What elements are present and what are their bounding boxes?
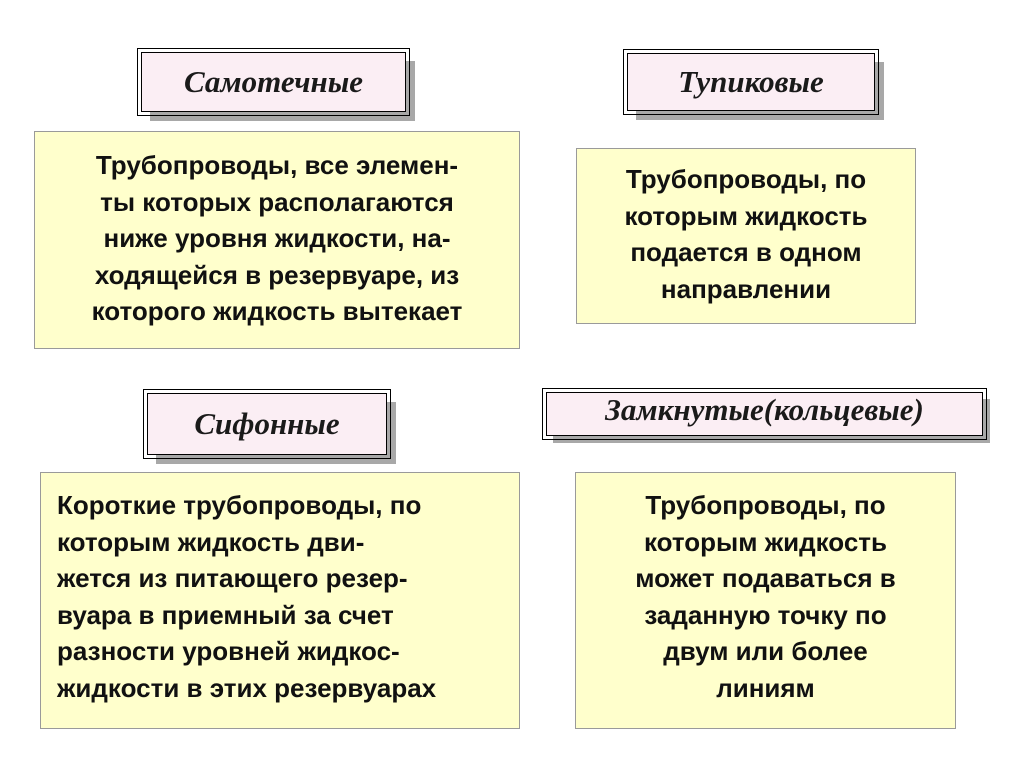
siphon-description-box [40, 472, 520, 729]
siphon-description-line: жется из питающего резер- [57, 563, 408, 593]
closed-description-line: Трубопроводы, по [645, 490, 886, 520]
dead-end-description-line: Трубопроводы, по [625, 164, 867, 194]
closed-description-line: которым жидкость [643, 526, 888, 557]
siphon-description-line: которым жидкость дви- [57, 526, 365, 557]
gravity-description-line: ты которых располагаются [100, 186, 454, 217]
siphon-description-line: Короткие трубопроводы, по [57, 490, 422, 520]
dead-end-description-line: подается в одном [630, 237, 862, 267]
gravity-description-box [34, 131, 520, 349]
gravity-description-line: ниже уровня жидкости, на- [103, 223, 451, 253]
closed-title-box [546, 392, 983, 436]
dead-end-title-box [627, 53, 875, 111]
closed-description-line: двум или более [663, 636, 868, 666]
siphon-description-line: разности уровней жидкос- [57, 636, 400, 666]
closed-description-line: может подаваться в [635, 563, 896, 593]
gravity-title: Самотечные [184, 64, 363, 99]
dead-end-title: Тупиковые [678, 64, 824, 99]
dead-end-description-line: которым жидкость [624, 200, 868, 231]
gravity-description-line: Трубопроводы, все элемен- [95, 150, 459, 180]
siphon-description-line: жидкости в этих резервуарах [57, 672, 437, 703]
closed-description-line: заданную точку по [644, 599, 887, 630]
closed-description-box [575, 472, 956, 729]
gravity-description-line: ходящейся в резервуаре, из [94, 259, 460, 290]
closed-description-line: линиям [716, 672, 815, 703]
gravity-title-box [141, 52, 406, 112]
dead-end-description-box [576, 148, 916, 324]
siphon-description-line: вуара в приемный за счет [57, 599, 394, 630]
siphon-title-box [147, 393, 387, 455]
siphon-title: Сифонные [194, 406, 340, 441]
dead-end-description-line: направлении [660, 273, 832, 304]
closed-title: Замкнутые(кольцевые) [605, 392, 924, 427]
gravity-description-line: которого жидкость вытекает [91, 296, 463, 326]
